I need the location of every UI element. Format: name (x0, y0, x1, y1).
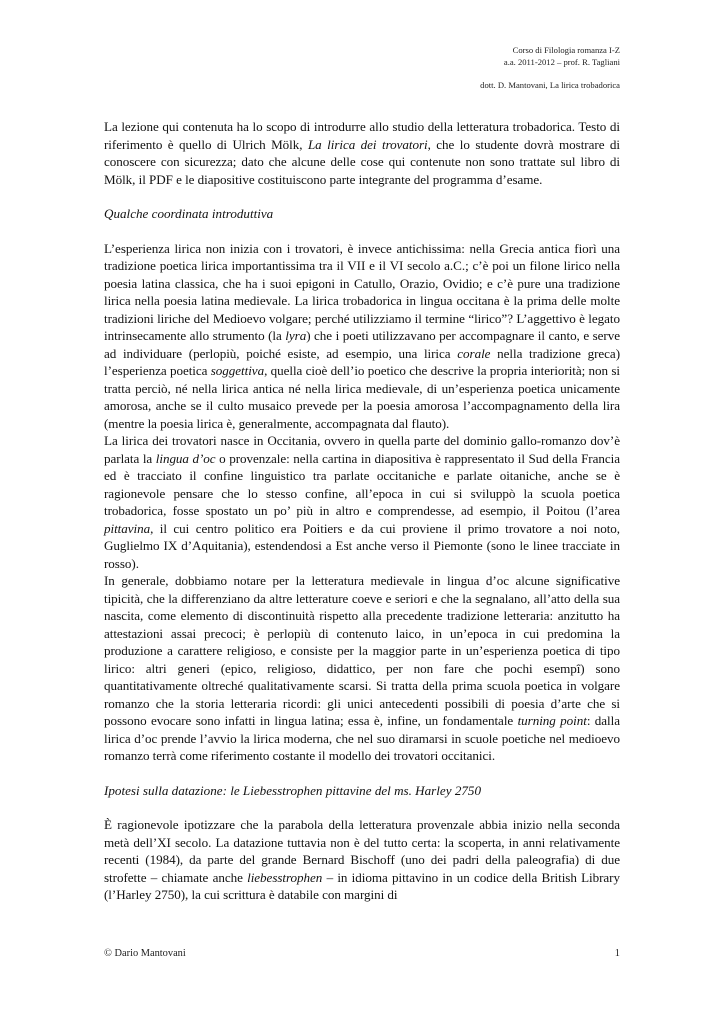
course-title: Corso di Filologia romanza I-Z (512, 45, 620, 55)
book-title: La lirica dei trovatori (307, 136, 428, 152)
intro-paragraph: La lezione qui contenuta ha lo scopo di introdurre allo studio della letteratura trobadorica. Testo di riferimento è quello di Ulrich Mölk, La lirica dei trovatori, che lo studente dovrà mostrare di conoscere con sicurezza; dato che alcune delle cose qui contenute non sono trattate sul libro di Mölk, il PDF e le diapositive costituiscono parte integrante del programma d’esame. (104, 119, 621, 187)
paragraph-occitania: La lirica dei trovatori nasce in Occitania, ovvero in quella parte del dominio gallo-romanzo dov’è parlata la lingua d’oc o provenzale: nella cartina in diapositiva è rappresentato il Sud della Francia ed è tracciato il confine linguistico tra parlate occitaniche e parlate oitaniche, anche se è ragionevole pensare che lo stesso confine, all’epoca in cui si sviluppò la scuola poetica trobadorica, fosse spostato un po’ più in altro e comprendesse, ad esempio, il Poitou (l’area pittavina, il cui centro politico era Poitiers e da cui proviene il primo trovatore a noi noto, Guglielmo IX d’Aquitania), estendendosi a Est anche verso il Piemonte (sono le linee tracciate in rosso). (104, 433, 620, 571)
page-footer (104, 948, 620, 959)
section-heading-coordinates: Qualche coordinata introduttiva (104, 206, 274, 221)
page-header (480, 44, 620, 91)
paragraph-lyric-experience: L’esperienza lirica non inizia con i trovatori, è invece antichissima: nella Grecia antica fiorì una tradizione poetica lirica importantissima tra il VII e il VI secolo a.C.; c’è poi un filone lirico nella poesia latina classica, che ha i suoi epigoni in Catullo, Orazio, Ovidio; e c’è pure una tradizione lirica nella poesia latina medievale. La lirica trobadorica in lingua occitana è la prima delle molte tradizioni liriche del Medioevo volgare; perché utilizziamo il termine “lirico”? L’aggettivo è legato intrinsecamente allo strumento (la lyra) che i poeti utilizzavano per accompagnare il canto, e serve ad individuare (perlopiù, poiché esiste, ad esempio, una lirica corale nella tradizione greca) l’esperienza poetica soggettiva, quella cioè dell’io poetico che descrive la propria interiorità; non si tratta perciò, né nella lirica antica né nella lirica medievale, di un’esperienza poetica unicamente amorosa, anche se il culto musaico prevede per la poesia amorosa l’accompagnamento della lira (mentre la poesia lirica è, generalmente, accompagnata dal flauto). (104, 240, 621, 431)
paragraph-dating: È ragionevole ipotizzare che la parabola della letteratura provenzale abbia inizio nella seconda metà dell’XI secolo. La datazione tuttavia non è del tutto certa: la scoperta, in anni relativamente recenti (1984), da parte del grande Bernard Bischoff (uno dei padri della paleografia) di due strofette – chiamate anche liebesstrophen – in idioma pittavino in un codice della British Library (l’Harley 2750), la cui scrittura è databile con margini di (104, 817, 620, 902)
paragraph-typicality: In generale, dobbiamo notare per la letteratura medievale in lingua d’oc alcune significative tipicità, che la differenziano da altre letterature coeve e seriori e che la segnalano, all’atto della sua nascita, come elemento di discontinuità rispetto alla precedente tradizione letteraria: anzitutto ha attestazioni assai precoci; è perlopiù di contenuto laico, in un’epoca in cui predomina la produzione a carattere religioso, e consiste per la maggior parte in un’esperienza poetica di tipo lirico: altri generi (epico, religioso, didattico, per non fare che pochi esempî) sono quantitativamente oltreché qualitativamente scarsi. Si tratta della prima scuola poetica in volgare romanzo che la storia letteraria ricordi: gli unici antecedenti possibili di poesia d’arte che si possono evocare sono infatti in lingua latina; essa è, infine, un fondamentale turning point: dalla lirica d’oc prende l’avvio la lirica moderna, che nel suo diramarsi in scuole poetiche nel medioevo romanzo terrà come riferimento costante il modello dei trovatori occitanici. (104, 573, 620, 763)
document-body (104, 118, 620, 904)
copyright-author: © Dario Mantovani (104, 948, 186, 959)
lecture-author-title: dott. D. Mantovani, La lirica trobadorica (480, 79, 620, 90)
page-number: 1 (614, 948, 620, 959)
academic-year: a.a. 2011-2012 – prof. R. Tagliani (503, 57, 620, 68)
section-heading-dating: Ipotesi sulla datazione: le Liebesstrophen pittavine del ms. Harley 2750 (104, 782, 482, 798)
